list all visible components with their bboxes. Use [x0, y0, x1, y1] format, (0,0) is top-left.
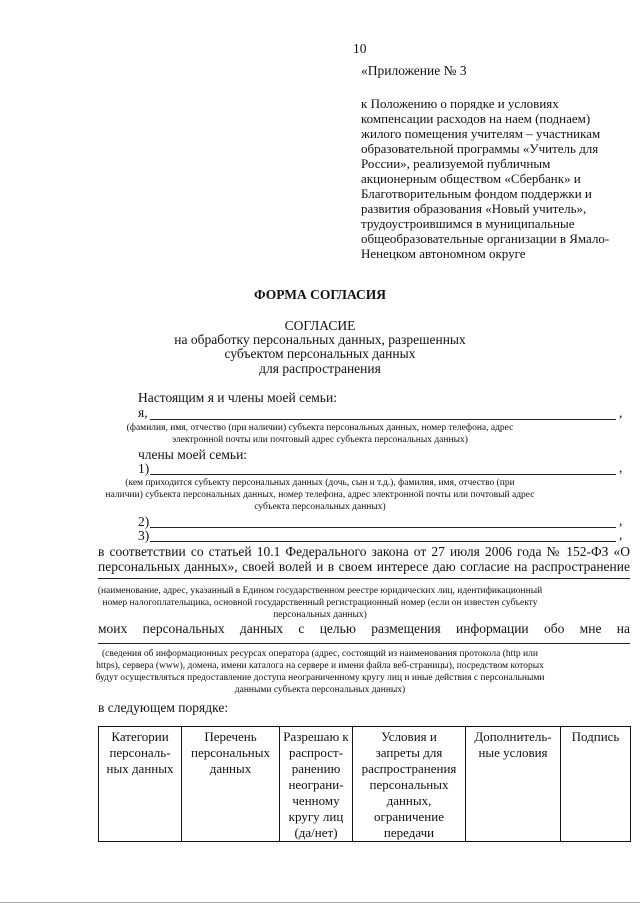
operator-note-line: номер налогоплательщика, основной государственный регистрационный номер (если он известен субъекту	[102, 598, 538, 608]
line-end-comma: ,	[619, 527, 623, 542]
page-number: 10	[353, 41, 367, 56]
member-2-fill-line[interactable]	[150, 527, 616, 528]
operator-note-line: персональных данных)	[273, 610, 367, 620]
order-label: в следующем порядке:	[98, 700, 229, 715]
member-3-label: 3)	[138, 528, 150, 543]
family-label: члены моей семьи:	[138, 447, 248, 462]
line-end-comma: ,	[619, 513, 623, 528]
intro-text: Настоящим я и члены моей семьи:	[138, 390, 337, 405]
member-note-line: (кем приходится субъекту персональных данных (дочь, сын и т.д.), фамилия, имя, отчество (при	[125, 478, 515, 488]
consent-subtitle-line: субъектом персональных данных	[224, 346, 416, 361]
member-2-label: 2)	[138, 514, 150, 529]
annex-line: России», реализуемой публичным	[361, 156, 551, 171]
law-paragraph-line: в соответствии со статьей 10.1 Федерального закона от 27 июля 2006 года № 152-ФЗ «О	[98, 544, 630, 559]
header-conditions: Условия и запреты для распространения персональных данных, ограничение передачи	[353, 727, 466, 842]
self-note-line: электронной почты или почтовый адрес субъекта персональных данных)	[172, 435, 468, 445]
member-3-fill-line[interactable]	[150, 541, 616, 542]
header-permission: Разрешаю к распрост- ранению неограни- ченному кругу лиц (да/нет)	[280, 727, 353, 842]
member-note-line: субъекта персональных данных)	[254, 502, 386, 512]
self-label: я,	[138, 405, 148, 420]
line-end-comma: ,	[619, 405, 623, 420]
annex-line: развития образования «Новый учитель»,	[361, 201, 587, 216]
annex-line: акционерным обществом «Сбербанк» и	[361, 171, 581, 186]
annex-line: трудоустроившимся в муниципальные	[361, 216, 575, 231]
header-signature: Подпись	[561, 727, 631, 842]
annex-line: компенсации расходов на наем (поднаем)	[361, 111, 591, 126]
header-data-list: Перечень персональных данных	[182, 727, 280, 842]
header-additional: Дополнитель- ные условия	[466, 727, 561, 842]
annex-line: общеобразовательные организации в Ямало-	[361, 231, 610, 246]
operator-note-line: (наименование, адрес, указанный в Едином государственном реестре юридических лиц, идентификационный	[97, 586, 543, 596]
member-1-fill-line[interactable]	[150, 474, 616, 475]
header-categories: Категории персональ- ных данных	[99, 727, 182, 842]
purpose-line: моих персональных данных с целью размещения информации обо мне на	[98, 621, 630, 636]
annex-line: Ненецком автономном округе	[361, 246, 526, 261]
annex-title: «Приложение № 3	[361, 63, 467, 78]
operator-fill-line[interactable]	[98, 578, 630, 579]
resources-note-line: (сведения об информационных ресурсах оператора (адрес, состоящий из наименования протокола (http или	[102, 649, 538, 659]
table-header-row	[99, 727, 631, 842]
annex-line: Благотворительным фондом поддержки и	[361, 186, 592, 201]
page-bottom-edge	[0, 902, 640, 903]
member-note-line: наличии) субъекта персональных данных, номер телефона, адрес электронной почты или почтовый адрес	[105, 490, 535, 500]
annex-line: жилого помещения учителям – участникам	[361, 126, 601, 141]
consent-table	[98, 726, 631, 842]
annex-line: образовательной программы «Учитель для	[361, 141, 599, 156]
form-title: ФОРМА СОГЛАСИЯ	[253, 287, 387, 302]
annex-reference	[361, 96, 609, 261]
resources-note-line: будут осуществляться предоставление доступа неограниченному кругу лиц и иные действия с персональными	[95, 673, 545, 683]
self-fill-line[interactable]	[150, 419, 616, 420]
resources-note-line: https), сервера (www), домена, имени каталога на сервере и имени файла веб-страницы), посредством которых	[96, 661, 544, 671]
resources-note-line: данными субъекта персональных данных)	[234, 685, 406, 695]
annex-line: к Положению о порядке и условиях	[361, 96, 559, 111]
consent-title: СОГЛАСИЕ	[284, 318, 356, 333]
self-note-line: (фамилия, имя, отчество (при наличии) субъекта персональных данных, номер телефона, адрес	[126, 423, 514, 433]
consent-subtitle-line: на обработку персональных данных, разрешенных	[174, 332, 466, 347]
line-end-comma: ,	[619, 460, 623, 475]
consent-subtitle-line: для распространения	[259, 361, 381, 376]
member-1-label: 1)	[138, 461, 150, 476]
resources-fill-line[interactable]	[98, 643, 630, 644]
law-paragraph-line: персональных данных», своей волей и в своем интересе даю согласие на распространение	[98, 559, 630, 574]
